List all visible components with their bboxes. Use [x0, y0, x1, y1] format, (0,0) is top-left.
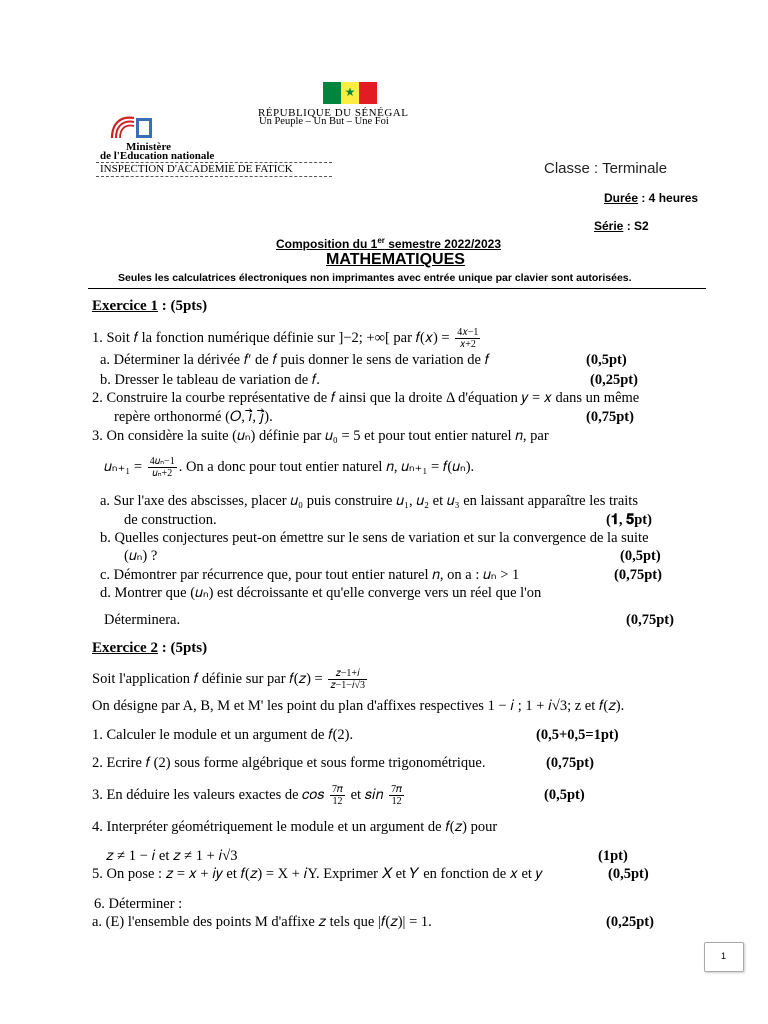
ex2-q3-sin-numerator: 7𝜋: [391, 784, 403, 795]
serie-label: Série: [594, 219, 624, 233]
ex2-q3-cos-numerator: 7𝜋: [332, 784, 343, 795]
ex1-q3-numerator: 4𝑢ₙ−1: [149, 456, 175, 467]
ex1-q3d-line2: Déterminera.: [104, 612, 181, 628]
header-divider-bottom: [96, 176, 332, 177]
ex1-q1-text: 1. Soit 𝑓 la fonction numérique définie sur ]−2; +∞[ par 𝑓(𝑥) =: [92, 329, 450, 346]
ex1-q1-denominator: 𝑥+2: [459, 339, 476, 350]
ex1-qb-points: (0,25pt): [590, 372, 638, 388]
ex2-q6: 6. Déterminer :: [94, 896, 183, 912]
ex2-q3: [92, 784, 406, 807]
duree-line: [604, 191, 698, 205]
ex1-q1: [92, 327, 482, 350]
ex2-q2: 2. Ecrire 𝑓 (2) sous forme algébrique et sous forme trigonométrique.: [92, 755, 486, 771]
duree-value: : 4 heures: [638, 191, 699, 205]
senegal-flag: [323, 82, 377, 104]
ex1-q2-points: (0,75pt): [586, 409, 634, 425]
ex1-heading-points: : (5pts): [157, 298, 208, 314]
flag-star-icon: ★: [344, 85, 356, 99]
ex2-q2-points: (0,75pt): [546, 755, 594, 771]
ex2-intro-denominator: 𝑧−1−𝑖√3: [330, 680, 365, 691]
title-rule: [88, 288, 706, 289]
ex2-q3-sin-fraction: [389, 784, 404, 807]
ex1-q3c: c. Démontrer par récurrence que, pour tout entier naturel 𝑛, on a : 𝑢ₙ > 1: [100, 567, 520, 583]
ex1-q3-recurrence: [104, 456, 474, 479]
flag-yellow-band: [341, 82, 359, 104]
ex2-q4-line1: 4. Interpréter géométriquement le module et un argument de 𝑓(𝑧) pour: [92, 819, 498, 835]
composition-title: [276, 236, 501, 251]
ministry-name-line1: Ministère: [126, 141, 172, 153]
republic-title: RÉPUBLIQUE DU SÉNÉGAL: [258, 107, 409, 119]
inspection-name: INSPECTION D'ACADEMIE DE FATICK: [100, 163, 293, 175]
ex2-q4-line2: 𝑧 ≠ 1 − 𝑖 et 𝑧 ≠ 1 + 𝑖√3: [106, 848, 238, 864]
ex1-q3-line1: 3. On considère la suite (𝑢ₙ) définie par 𝑢₀ = 5 et pour tout entier naturel 𝑛, par: [92, 428, 549, 444]
flag-red-band: [359, 82, 377, 104]
ministry-name-line2: de l'Education nationale: [100, 150, 215, 162]
ex2-q5-points: (0,5pt): [608, 866, 649, 882]
ex1-q3-fraction: [148, 456, 177, 479]
ex1-q3d-points: (0,75pt): [626, 612, 674, 628]
ex1-qa: a. Déterminer la dérivée 𝑓′ de 𝑓 puis donner le sens de variation de 𝑓: [100, 352, 490, 368]
calculator-notice: Seules les calculatrices électroniques non imprimantes avec entrée unique par clavier sont autorisées.: [118, 272, 632, 284]
ex2-intro: [92, 668, 369, 691]
composition-title-pre: Composition du 1: [276, 237, 378, 251]
ex2-intro-fraction: [328, 668, 367, 691]
ex2-q1: 1. Calculer le module et un argument de 𝑓(2).: [92, 727, 354, 743]
ex1-q3b-points: (0,5pt): [620, 548, 661, 564]
republic-motto: Un Peuple – Un But – Une Foi: [259, 116, 389, 127]
ex2-q4-points: (1pt): [598, 848, 628, 864]
ex1-q3-lhs: 𝑢ₙ₊₁ =: [104, 458, 143, 475]
classe-label: Classe : Terminale: [544, 160, 668, 177]
ex1-q3a-line2: de construction.: [124, 512, 217, 528]
ex2-q3-sin-denominator: 12: [391, 796, 402, 807]
serie-line: [594, 219, 649, 233]
ex2-q3-points: (0,5pt): [544, 787, 585, 803]
page-number: 1: [721, 951, 727, 961]
ex1-qb: b. Dresser le tableau de variation de 𝑓.: [100, 372, 320, 388]
ex2-q6a: a. (E) l'ensemble des points M d'affixe 𝑧 tels que |𝑓(𝑧)| = 1.: [92, 914, 432, 930]
ex2-intro-text: Soit l'application 𝑓 définie sur par 𝑓(𝑧) =: [92, 670, 323, 687]
ex2-q3-pre: 3. En déduire les valeurs exactes de 𝑐𝑜𝑠: [92, 786, 325, 803]
ex1-qa-points: (0,5pt): [586, 352, 627, 368]
ministry-logo-icon: [108, 112, 156, 142]
ex1-q3b-line2: (𝑢ₙ) ?: [124, 548, 158, 564]
ex2-q3-mid: et 𝑠𝑖𝑛: [350, 786, 384, 803]
ex2-points-line: On désigne par A, B, M et M' les point du plan d'affixes respectives 1 − 𝑖 ; 1 + 𝑖√3; z et 𝑓(𝑧).: [92, 698, 625, 714]
composition-title-sup: er: [377, 236, 385, 245]
ex2-intro-numerator: 𝑧−1+𝑖: [328, 668, 367, 680]
ex1-heading-label: Exercice 1: [92, 298, 158, 314]
ex1-q3d-line1: d. Montrer que (𝑢ₙ) est décroissante et qu'elle converge vers un réel que l'on: [100, 585, 542, 601]
ex1-q2-line2: repère orthonormé (𝑂, 𝑖⃗, 𝑗⃗).: [114, 409, 273, 425]
ex1-q3a-points: (𝟏, 𝟓pt): [606, 512, 652, 528]
subject-title: MATHEMATIQUES: [326, 251, 465, 268]
ex2-q6a-points: (0,25pt): [606, 914, 654, 930]
ex2-q3-cos-denominator: 12: [332, 796, 343, 807]
ex2-q3-cos-fraction: [330, 784, 345, 807]
ex1-heading: [92, 298, 207, 315]
ex1-q2-line1: 2. Construire la courbe représentative de 𝑓 ainsi que la droite Δ d'équation 𝑦 = 𝑥 dans un même: [92, 390, 640, 406]
ex2-heading-label: Exercice 2: [92, 640, 158, 656]
ex2-q1-points: (0,5+0,5=1pt): [536, 727, 619, 743]
ex2-q5: 5. On pose : 𝑧 = 𝑥 + 𝑖𝑦 et 𝑓(𝑧) = X + 𝑖Y. Exprimer 𝑋 et 𝑌 en fonction de 𝑥 et 𝑦: [92, 866, 543, 882]
duree-label: Durée: [604, 191, 639, 205]
ex2-heading-points: : (5pts): [157, 640, 208, 656]
ex1-q3a-line1: a. Sur l'axe des abscisses, placer 𝑢₀ puis construire 𝑢₁, 𝑢₂ et 𝑢₃ en laissant apparaître les traits: [100, 493, 638, 509]
flag-green-band: [323, 82, 341, 104]
ex1-q3c-points: (0,75pt): [614, 567, 662, 583]
page-number-box: [704, 942, 744, 972]
ex1-q1-numerator: 4𝑥−1: [457, 327, 479, 338]
serie-value: : S2: [623, 219, 649, 233]
ex1-q3b-line1: b. Quelles conjectures peut-on émettre sur le sens de variation et sur la convergence de la suite: [100, 530, 649, 546]
ex1-q1-fraction: [455, 327, 480, 350]
ex2-heading: [92, 640, 207, 657]
composition-title-post: semestre 2022/2023: [384, 237, 501, 251]
ex1-q3-rhs: . On a donc pour tout entier naturel 𝑛, 𝑢ₙ₊₁ = 𝑓(𝑢ₙ).: [178, 458, 475, 475]
ex1-q3-denominator: 𝑢ₙ+2: [152, 468, 173, 479]
